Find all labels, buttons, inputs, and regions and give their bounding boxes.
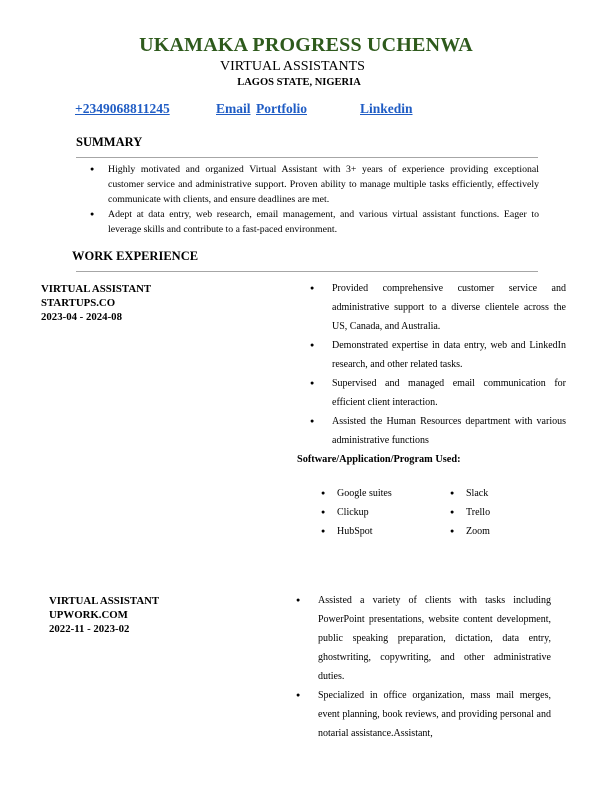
summary-divider (76, 157, 538, 158)
software-item: ● Slack (450, 484, 560, 503)
job-role: VIRTUAL ASSISTANT (49, 595, 160, 607)
job-bullets (292, 591, 551, 743)
portfolio-link[interactable]: Portfolio (256, 101, 307, 116)
candidate-name: UKAMAKA PROGRESS UCHENWA (139, 34, 473, 56)
work-experience-heading: WORK EXPERIENCE (72, 249, 199, 263)
job-dates: 2023-04 - 2024-08 (41, 311, 122, 323)
job-role: VIRTUAL ASSISTANT (41, 283, 152, 295)
job-company: STARTUPS.CO (41, 297, 116, 309)
software-item: ● HubSpot (321, 522, 450, 541)
software-heading: Software/Application/Program Used: (297, 454, 461, 465)
job-bullet: ● Demonstrated expertise in data entry, web and LinkedIn research, and other related tasks. (306, 336, 566, 374)
summary-item: ● Highly motivated and organized Virtual Assistant with 3+ years of experience providing exceptional customer service and administrative support. Proven ability to manage multiple tasks efficiently, effectively communicate with clients, and ensure deadlines are met. (76, 162, 539, 207)
job-header (41, 282, 151, 324)
summary-list (76, 162, 539, 237)
linkedin-link[interactable]: Linkedin (360, 101, 413, 116)
job-bullets (306, 279, 566, 450)
software-item: ● Clickup (321, 503, 450, 522)
email-link[interactable]: Email (216, 101, 251, 116)
job-bullet: ● Specialized in office organization, mass mail merges, event planning, book reviews, and providing personal and notarial assistance.Assistant, (292, 686, 551, 743)
summary-item: ● Adept at data entry, web research, email management, and various virtual assistant functions. Eager to leverage skills and contribute to a fast-paced environment. (76, 207, 539, 237)
job-company: UPWORK.COM (49, 609, 128, 621)
job-bullet: ● Supervised and managed email communication for efficient client interaction. (306, 374, 566, 412)
job-bullet: ● Assisted a variety of clients with tasks including PowerPoint presentations, website content development, public speaking preparation, dictation, data entry, ghostwriting, copywriting, and other administrative duties. (292, 591, 551, 686)
phone-link[interactable]: +2349068811245 (75, 101, 170, 116)
software-list (321, 484, 560, 541)
job-dates: 2022-11 - 2023-02 (49, 623, 130, 635)
summary-heading: SUMMARY (76, 135, 143, 149)
job-header (49, 594, 159, 636)
job-bullet: ● Provided comprehensive customer service and administrative support to a diverse clientele across the US, Canada, and Australia. (306, 279, 566, 336)
job-bullet: ● Assisted the Human Resources department with various administrative functions (306, 412, 566, 450)
location: LAGOS STATE, NIGERIA (237, 77, 361, 88)
software-item: ● Zoom (450, 522, 560, 541)
software-item: ● Trello (450, 503, 560, 522)
job-title: VIRTUAL ASSISTANTS (220, 59, 365, 74)
software-item: ● Google suites (321, 484, 450, 503)
work-experience-divider (76, 271, 538, 272)
